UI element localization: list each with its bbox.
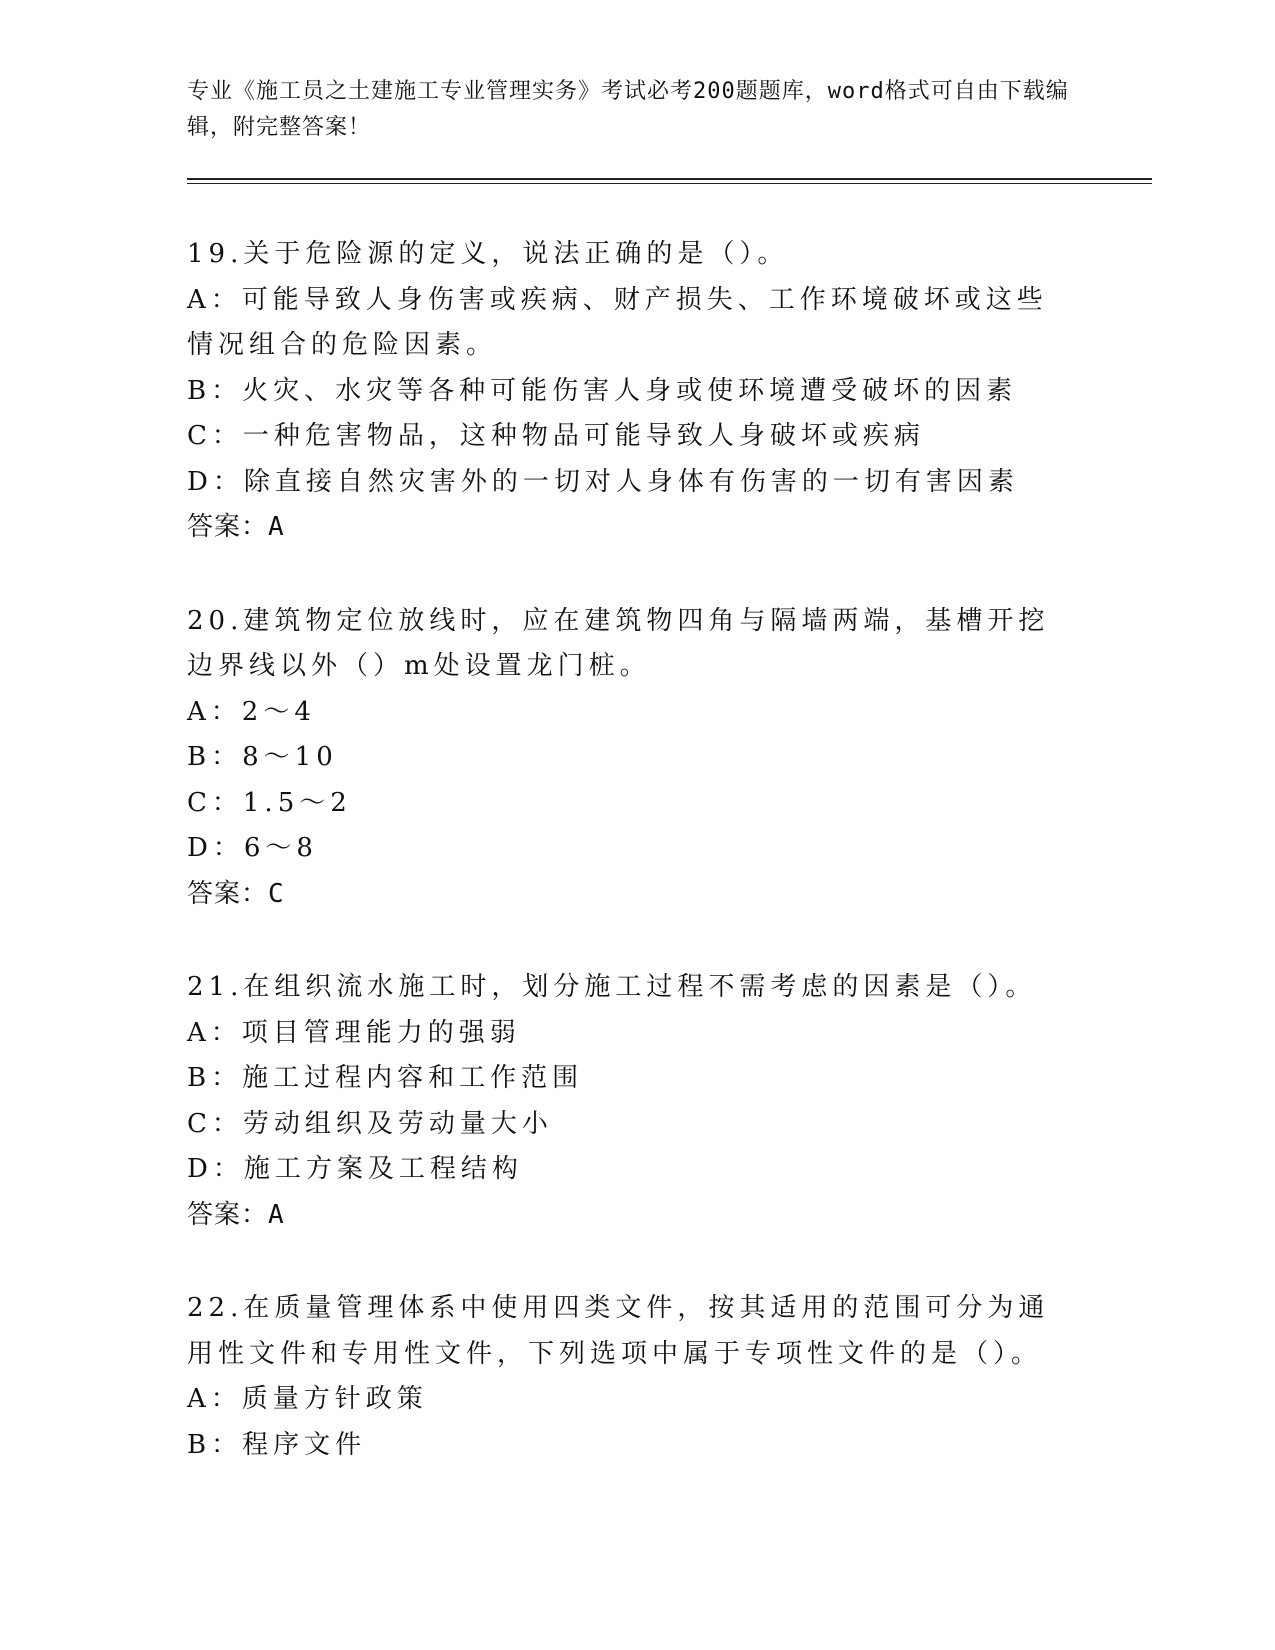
option-a: A：2～4 (187, 696, 316, 727)
option-c: C：一种危害物品，这种物品可能导致人身破坏或疾病 (187, 421, 925, 451)
header-divider-thin (187, 183, 1152, 184)
question-stem: 22.在质量管理体系中使用四类文件，按其适用的范围可分为通用性文件和专用性文件，下列选项中属于专项性文件的是（）。 (187, 1293, 1050, 1369)
option-a: A：可能导致人身伤害或疾病、财产损失、工作环境破坏或这些情况组合的危险因素。 (187, 284, 1048, 360)
option-a: A：项目管理能力的强弱 (187, 1017, 521, 1048)
option-c: C：1.5～2 (187, 787, 352, 818)
question-20 (187, 599, 1067, 918)
question-stem: 20.建筑物定位放线时，应在建筑物四角与隔墙两端，基槽开挖边界线以外（）m处设置龙门桩。 (187, 605, 1050, 681)
option-b: B：程序文件 (187, 1429, 367, 1460)
document-header: 专业《施工员之土建施工专业管理实务》考试必考200题题库，word格式可自由下载编辑，附完整答案！ (187, 79, 1069, 140)
option-d: D：施工方案及工程结构 (187, 1154, 523, 1184)
answer-line: 答案：C (187, 878, 285, 909)
question-list (187, 232, 1067, 1516)
question-19 (187, 232, 1067, 551)
question-stem: 19.关于危险源的定义，说法正确的是（）。 (187, 239, 789, 269)
option-b: B：火灾、水灾等各种可能伤害人身或使环境遭受破坏的因素 (187, 375, 1018, 406)
question-21 (187, 965, 1067, 1238)
option-d: D：除直接自然灾害外的一切对人身体有伤害的一切有害因素 (187, 466, 1019, 497)
option-a: A：质量方针政策 (187, 1384, 428, 1414)
question-stem: 21.在组织流水施工时，划分施工过程不需考虑的因素是（）。 (187, 972, 1037, 1002)
option-c: C：劳动组织及劳动量大小 (187, 1108, 553, 1139)
header-divider-thick (187, 178, 1152, 180)
answer-line: 答案：A (187, 512, 285, 542)
option-d: D：6～8 (187, 833, 318, 863)
question-22 (187, 1286, 1067, 1468)
option-b: B：施工过程内容和工作范围 (187, 1063, 584, 1093)
option-b: B：8～10 (187, 742, 338, 772)
answer-line: 答案：A (187, 1199, 285, 1230)
